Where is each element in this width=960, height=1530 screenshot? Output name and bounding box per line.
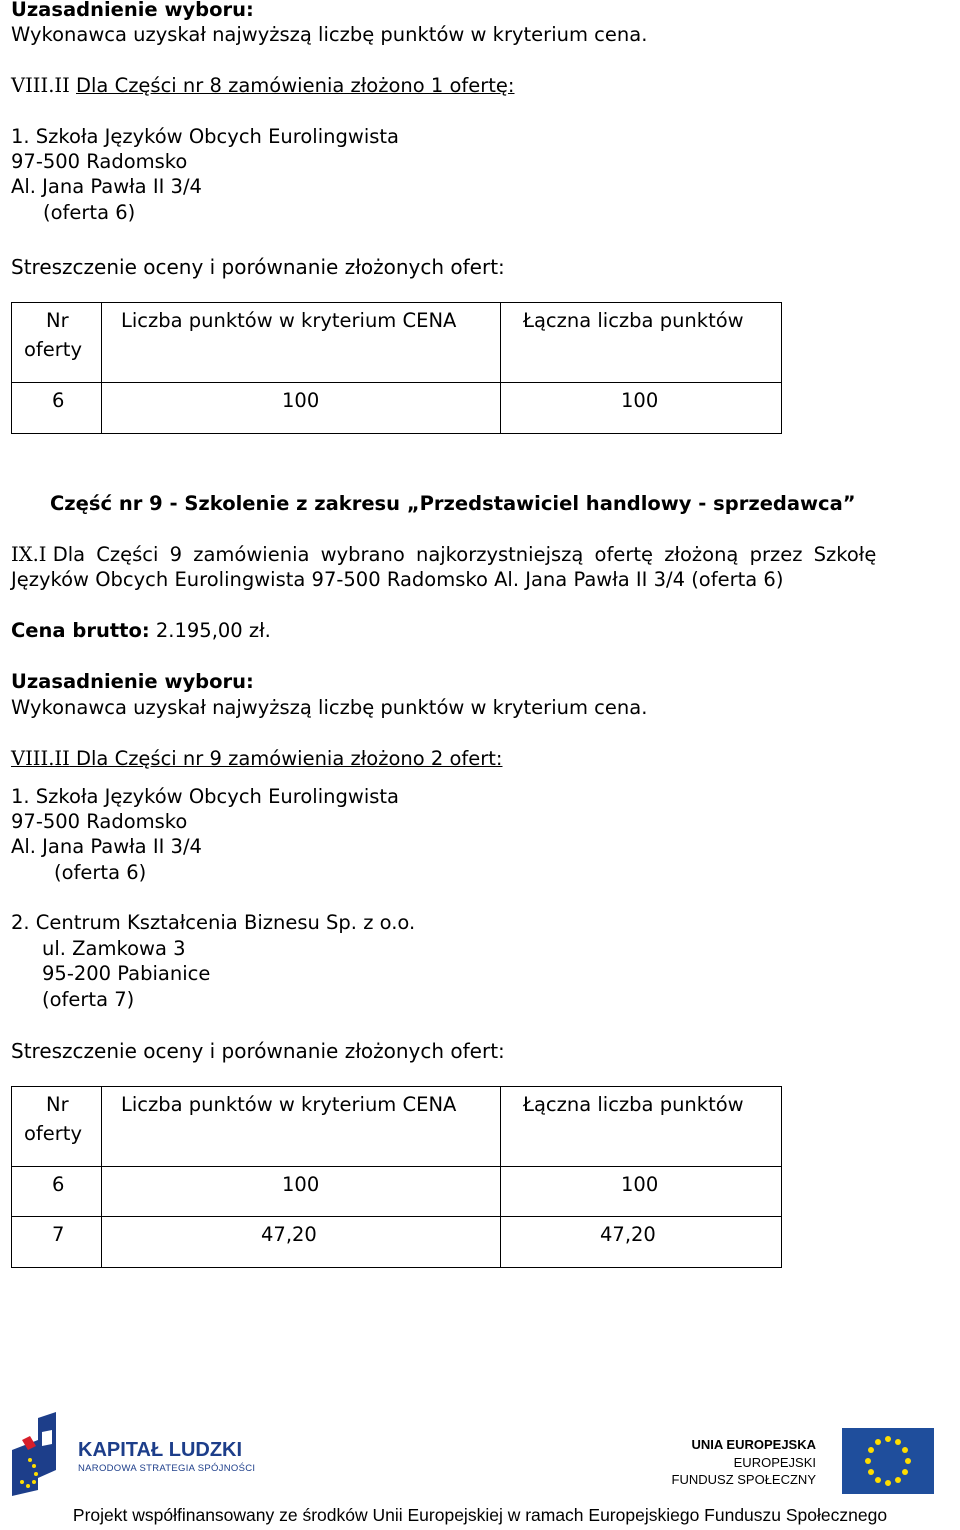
choice-text: Dla Części 9 zamówienia wybrano najkorzystniejszą ofertę złożoną przez Szkołę: [52, 543, 877, 566]
part9-heading: Część nr 9 - Szkolenie z zakresu „Przedstawiciel handlowy - sprzedawca”: [50, 492, 856, 515]
justification-heading: Uzasadnienie wyboru:: [11, 0, 254, 21]
offer-line: (oferta 6): [54, 861, 147, 884]
offers-prefix: VIII.II: [11, 747, 70, 770]
eu-flag-icon: [842, 1428, 934, 1494]
cell-cena-points: 100: [282, 389, 320, 412]
offer-line: ul. Zamkowa 3: [42, 937, 186, 960]
offer-line: Al. Jana Pawła II 3/4: [11, 175, 202, 198]
part9-choice-line: [11, 545, 956, 565]
offers-title: Dla Części nr 9 zamówienia złożono 2 ofert:: [69, 747, 503, 770]
kapital-ludzki-title: KAPITAŁ LUDZKI: [78, 1439, 243, 1461]
offer-line: (oferta 6): [43, 201, 136, 224]
score-table-part9: [11, 1086, 782, 1268]
header-nr: Nr: [46, 1093, 69, 1116]
eu-logo: [672, 1428, 934, 1494]
kapital-ludzki-subtitle: NARODOWA STRATEGIA SPÓJNOŚCI: [78, 1463, 256, 1474]
justification-text: Wykonawca uzyskał najwyższą liczbę punktów w kryterium cena.: [11, 23, 648, 46]
justification-text: Wykonawca uzyskał najwyższą liczbę punktów w kryterium cena.: [11, 696, 648, 719]
part8-offers-heading: [11, 76, 515, 96]
offer-line: 1. Szkoła Języków Obcych Eurolingwista: [11, 785, 399, 808]
header-nr: Nr: [46, 309, 69, 332]
part8-prefix: VIII.II: [11, 74, 70, 97]
price-label: Cena brutto:: [11, 619, 150, 642]
score-table-part8: [11, 302, 782, 434]
header-cena: Liczba punktów w kryterium CENA: [121, 1093, 457, 1116]
eu-fund-line: EUROPEJSKI: [733, 1455, 816, 1470]
part9-offers-heading: [11, 749, 503, 769]
offer-line: 95-200 Pabianice: [42, 962, 211, 985]
part8-title: Dla Części nr 8 zamówienia złożono 1 ofertę:: [76, 74, 515, 97]
cell-cena-points: 47,20: [261, 1223, 317, 1246]
summary-heading: Streszczenie oceny i porównanie złożonych ofert:: [11, 255, 505, 279]
header-cena: Liczba punktów w kryterium CENA: [121, 309, 457, 332]
table-row: [12, 1167, 782, 1217]
part9-choice-line: Języków Obcych Eurolingwista 97-500 Radomsko Al. Jana Pawła II 3/4 (oferta 6): [11, 568, 784, 591]
offer-line: (oferta 7): [42, 988, 135, 1011]
table-header-row: [12, 1087, 782, 1167]
table-row: [12, 1217, 782, 1268]
price-value: 2.195,00 zł.: [155, 619, 271, 642]
eu-fund-line: FUNDUSZ SPOŁECZNY: [671, 1472, 816, 1487]
offer-line: 97-500 Radomsko: [11, 150, 188, 173]
header-total: Łączna liczba punktów: [523, 1093, 744, 1116]
choice-prefix: IX.I: [11, 543, 47, 566]
table-row: [12, 383, 782, 434]
cell-total-points: 47,20: [600, 1223, 656, 1246]
cell-offer-nr: 6: [52, 1173, 65, 1196]
summary-heading: Streszczenie oceny i porównanie złożonych ofert:: [11, 1039, 505, 1063]
offer-line: Al. Jana Pawła II 3/4: [11, 835, 202, 858]
price-line: [11, 621, 271, 641]
kapital-ludzki-logo: [8, 1410, 268, 1496]
eu-title: UNIA EUROPEJSKA: [691, 1437, 816, 1452]
header-nr: oferty: [24, 1122, 82, 1145]
cell-offer-nr: 6: [52, 389, 65, 412]
offer-line: 97-500 Radomsko: [11, 810, 188, 833]
cell-cena-points: 100: [282, 1173, 320, 1196]
cell-offer-nr: 7: [52, 1223, 65, 1246]
cell-total-points: 100: [621, 1173, 659, 1196]
footer-note: Projekt współfinansowany ze środków Unii Europejskiej w ramach Europejskiego Funduszu Społecznego: [72, 1505, 888, 1525]
offer-line: 1. Szkoła Języków Obcych Eurolingwista: [11, 125, 399, 148]
header-nr: oferty: [24, 338, 82, 361]
table-header-row: [12, 303, 782, 383]
justification-heading: Uzasadnienie wyboru:: [11, 670, 254, 693]
header-total: Łączna liczba punktów: [523, 309, 744, 332]
cell-total-points: 100: [621, 389, 659, 412]
offer-line: 2. Centrum Kształcenia Biznesu Sp. z o.o.: [11, 911, 416, 934]
